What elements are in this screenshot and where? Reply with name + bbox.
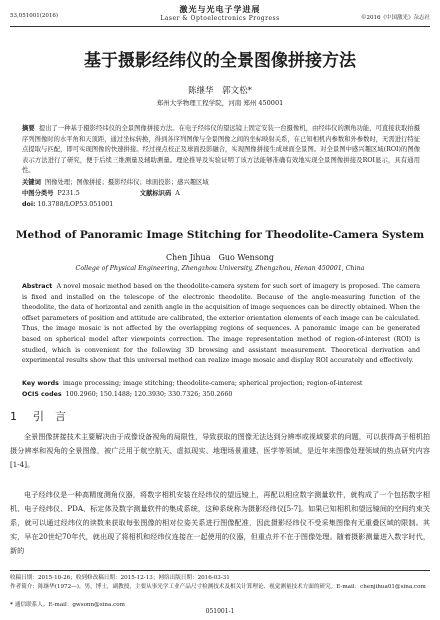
authors-en: Chen Jihua Guo Wensong	[165, 253, 275, 262]
section-number: 1	[10, 410, 17, 423]
header-copyright: ©2016《中国激光》杂志社	[361, 15, 430, 21]
keywords-en-label: Key words	[22, 380, 59, 387]
body-paragraph-1: 全景图像拼接技术主要解决由于成像设备视角的局限性，导致获取的图像无法达到分辨率或视域要求的问题，可以获得高于相机拍摄分辨率和视角的全景图像，被广泛用于航空航天、虚拟现实、地理场景重建、医学等领域，是近年来图像处理领域的热点研究内容[1-4]。	[10, 432, 430, 470]
doc-code-label: 文献标识码	[139, 190, 172, 197]
footnote-corresponding: * 通信联系人。E-mail：gwsonn@sina.com	[10, 602, 125, 608]
abstract-cn-text: 提出了一种基于摄影经纬仪的全景图像拼接方法。在电子经纬仪的望远镜上固定安装一台摄像机，由经纬仪的测角功能，可直接获取拍摄序列图像时的水平角和天顶距，通过坐标转换，得到各序列图像与全景图像之间的坐标映射关系，在已知相机内参数和外参数时，无需进行特征点提取与匹配，即可实现图像的快速拼接。经过视点校正及球面投影融合，实现图像拼接生成球面全景图。对全景图中感兴趣区域(ROI)的图像表示方法进行了研究，便于后续三维测量及辅助测量。理论推导及实验证明了该方法能够准确有效地实现全景图像拼接及ROI显示，具有通用性。	[22, 125, 421, 175]
clc-value: P231.5	[57, 190, 80, 197]
page-number: 051001-1	[205, 608, 235, 615]
keywords-en-text: image processing; image stitching; theodolite-camera; spherical projection; region-of-interest	[62, 380, 363, 387]
keywords-cn	[22, 178, 420, 189]
paper-title-cn: 基于摄影经纬仪的全景图像拼接方法	[84, 51, 356, 71]
journal-name-cn: 激光与光电子学进展	[179, 4, 261, 14]
running-header	[10, 4, 430, 27]
keywords-en	[22, 379, 420, 390]
abstract-en-label: Abstract	[22, 283, 53, 290]
section-title: 引 言	[33, 410, 66, 423]
affiliation-en: College of Physical Engineering, Zhengzhou University, Zhengzhou, Henan 450001, China	[75, 265, 365, 272]
abstract-cn-label: 摘要	[22, 125, 35, 132]
doi-label: doi:	[22, 201, 36, 208]
clc-line	[22, 189, 420, 200]
ocis-codes	[22, 390, 420, 401]
body-paragraph-2: 电子经纬仪是一种高精度测角仪器，将数字相机安装在经纬仪的望远镜上，再配以相应数字测量软件，就构成了一个包括数字相机、电子经纬仪、PDA、标定体及数字测量软件的集成系统，这种系统称为摄影经纬仪[5-7]。如果已知相机和望远镜间的空间约束关系，就可以通过经纬仪的读数来获取每张图像的相对位姿关系进行图像配准，因此摄影经纬仪不受采集图像有无重叠区域的限制。其实，早在20世纪70年代，就出现了将相机和经纬仪连接在一起使用的仪器，但重点并不在于图像处理。随着摄影测量进入数字时代，新的	[10, 490, 430, 556]
abstract-cn	[22, 124, 420, 177]
keywords-cn-label: 关键词	[22, 179, 41, 186]
clc-label: 中图分类号	[22, 190, 54, 197]
footnote-received: 收稿日期：2015-10-26；收到修改稿日期：2015-12-13；网络出版日期：2016-03-31	[10, 575, 230, 581]
authors-cn: 陈继华 郭文松*	[188, 86, 252, 96]
header-article-code: 53,051001(2016)	[10, 13, 59, 19]
footnote-corresponding-text: 通信联系人。E-mail：gwsonn@sina.com	[14, 602, 125, 608]
journal-name-en: Laser & Optoelectronics Progress	[160, 15, 280, 22]
doi-value: 10.3788/LOP53.051001	[37, 201, 114, 208]
ocis-text: 100.2960; 150.1488; 120.3930; 330.7326; 350.2660	[65, 391, 233, 398]
ocis-label: OCIS codes	[22, 391, 62, 398]
affiliation-cn: 郑州大学物理工程学院，河南 郑州 450001	[156, 99, 284, 107]
abstract-en	[22, 282, 420, 367]
keywords-cn-text: 图像处理；图像拼接；摄影经纬仪；球面投影；感兴趣区域	[44, 179, 209, 186]
abstract-en-text: A novel mosaic method based on the theodolite-camera system for such sort of imagery is proposed. The camera is fixed and installed on the telescope of the electronic theodolite. Because of the angle-measuring function of the theodolite, the data of horizontal and zenith angle in the acquisition of image sequences can be directly obtained. When the offset parameters of position and attitude are calibrated, the exterior orientation elements of each image can be calculated. Thus, the image mosaic is not affected by the overlapping regions of sequences. A panoramic image can be generated based on spherical model after viewpoints correction. The image representation method of region-of-interest (ROI) is studied, which is convenient for the following 3D browsing and assistant measurement. Theoretical derivation and experimental results show that this universal method can realize image mosaic and display ROI accurately and effectively.	[22, 283, 420, 365]
footnote-author-bio: 作者简介：陈继华(1972—)，男，博士，副教授，主要从事光学工业产品尺寸检测技术及相关计算理论、视觉测量技术方面的研究。E-mail：chenjihua01@sina.com	[10, 584, 426, 590]
doi-line	[22, 200, 420, 211]
paper-title-en: Method of Panoramic Image Stitching for Theodolite-Camera System	[15, 229, 425, 241]
footnote-divider	[10, 570, 430, 571]
doc-code-value: A	[175, 190, 180, 197]
section-heading	[10, 408, 66, 424]
